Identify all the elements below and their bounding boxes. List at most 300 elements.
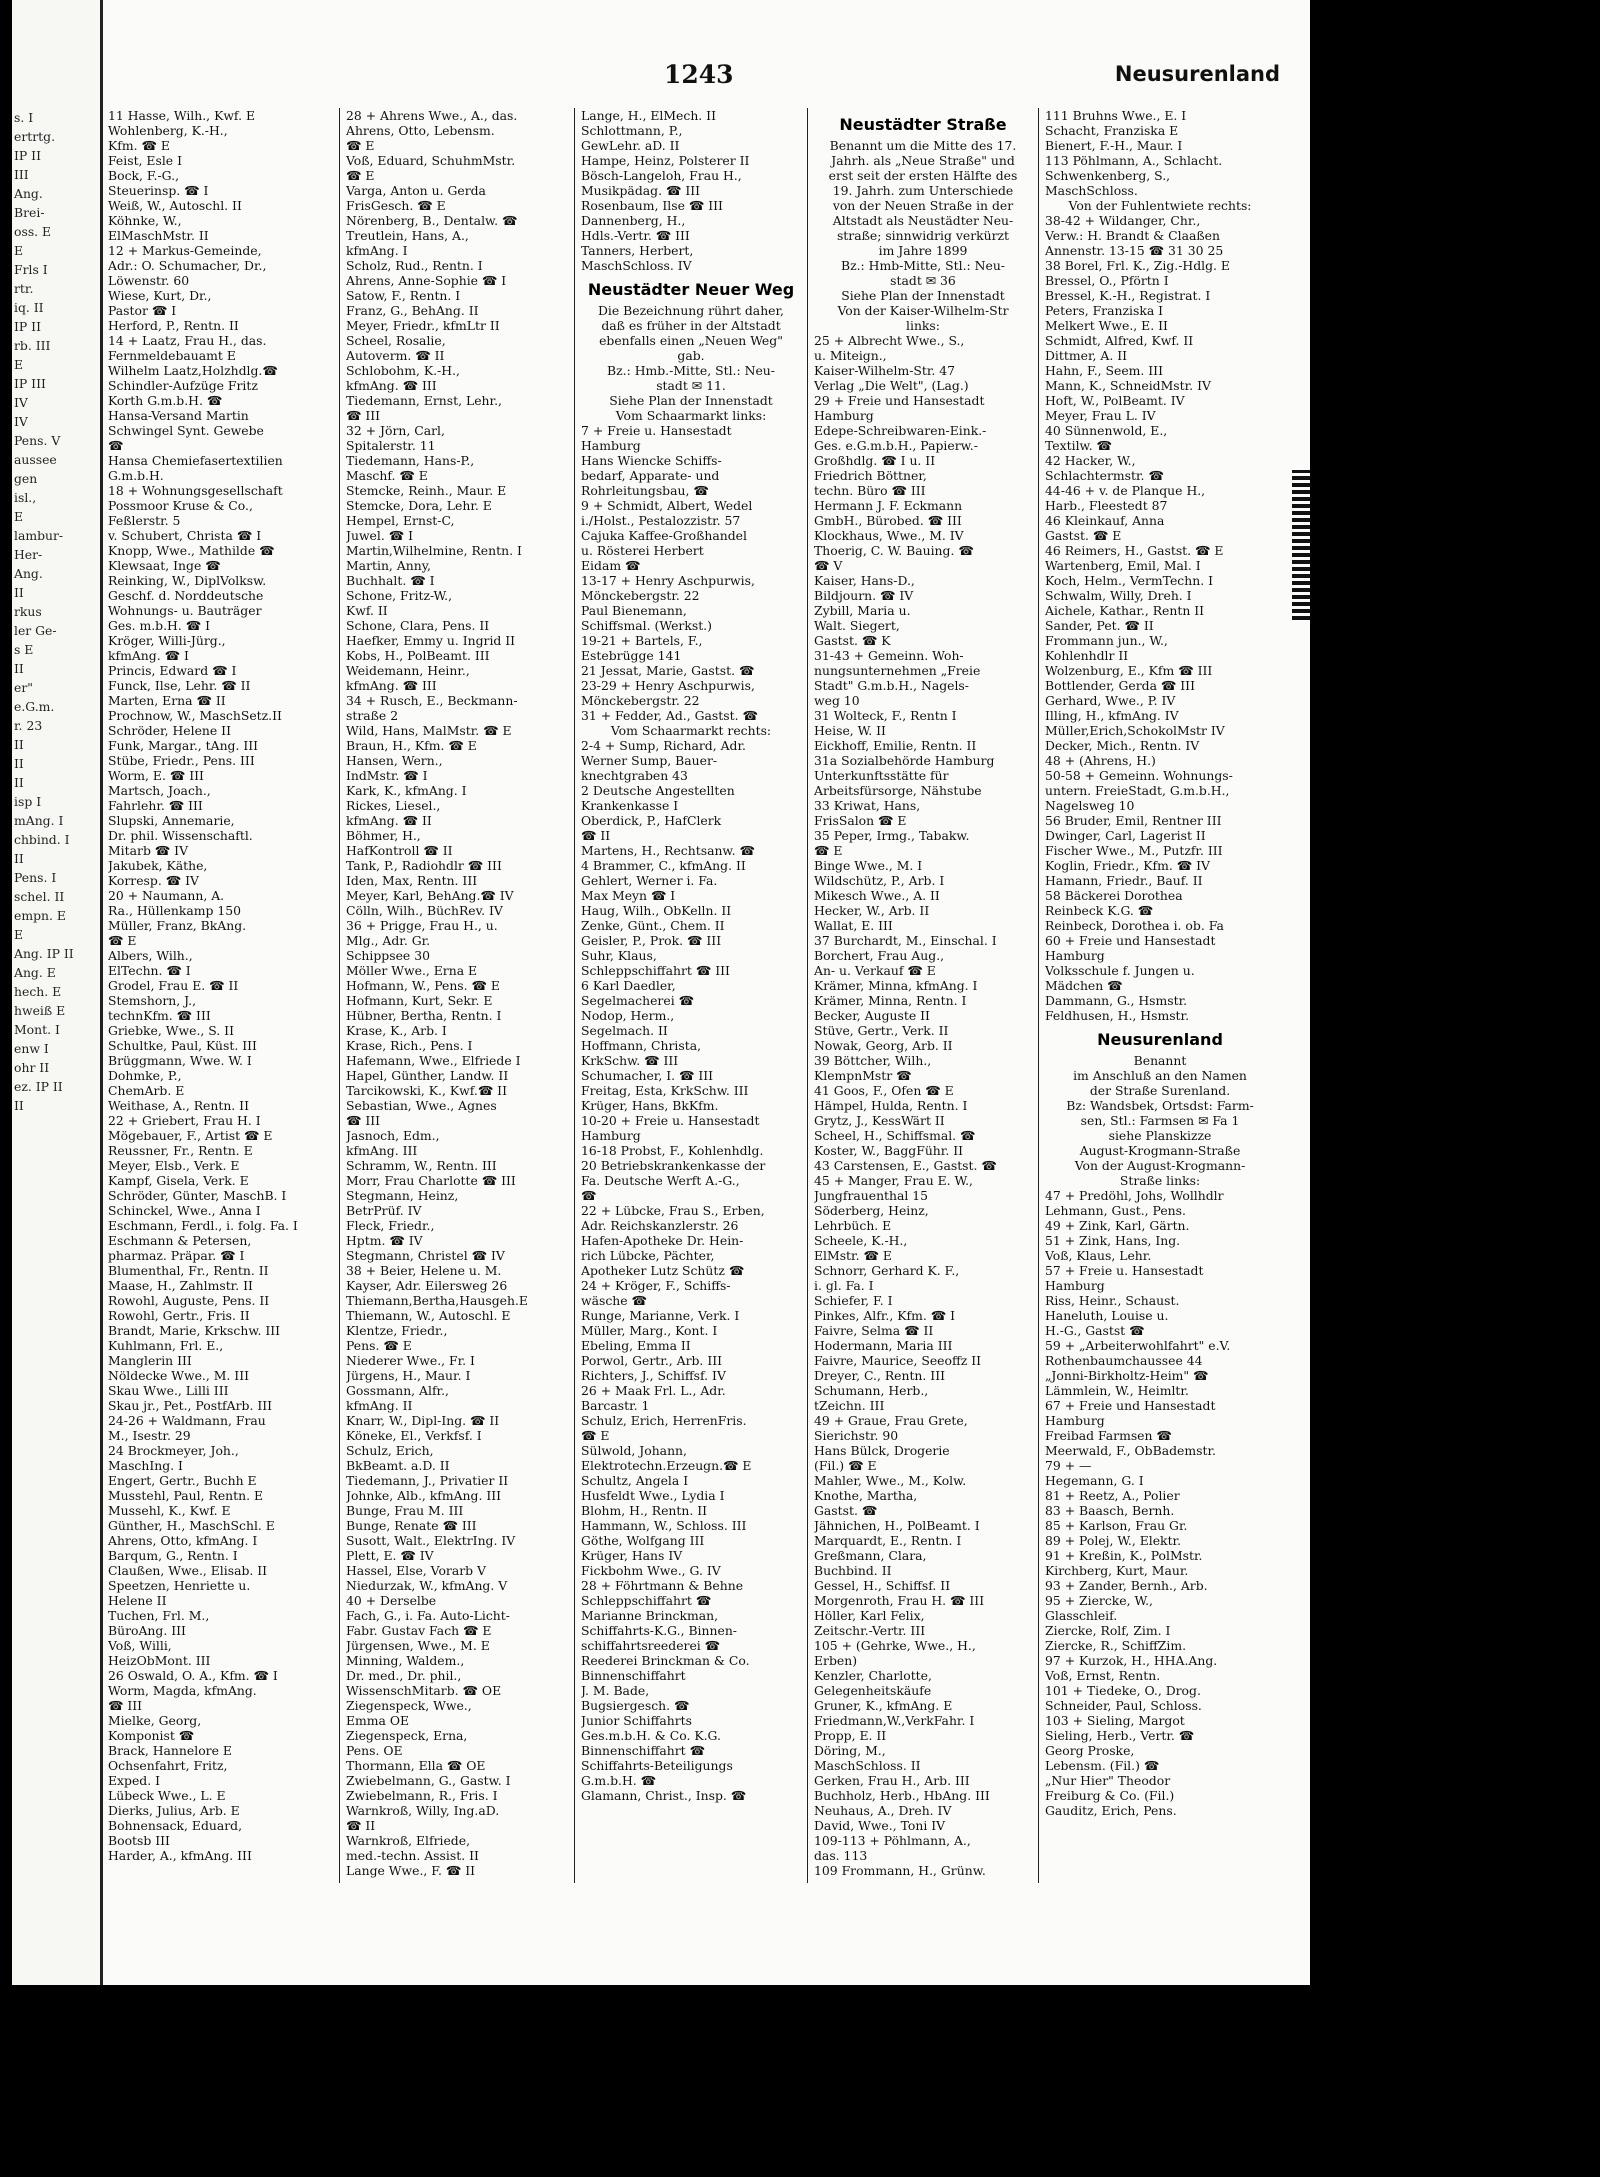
directory-entry: Müller, Marg., Kont. I: [581, 1323, 718, 1338]
directory-entry: Prochnow, W., MaschSetz.II: [108, 708, 282, 723]
directory-entry: Neuhaus, A., Dreh. IV: [814, 1803, 952, 1818]
directory-entry: 28 + Ahrens Wwe., A., das.: [346, 108, 518, 123]
directory-entry: Schlobohm, K.-H.,: [346, 363, 460, 378]
scan-border-right: [1310, 0, 1600, 2177]
directory-entry: 103 + Sieling, Margot: [1045, 1713, 1185, 1728]
directory-entry: Knothe, Martha,: [814, 1488, 918, 1503]
directory-entry: 2 Deutsche Angestellten: [581, 783, 735, 798]
directory-entry: Borchert, Frau Aug.,: [814, 948, 945, 963]
directory-entry: Sülwold, Johann,: [581, 1443, 687, 1458]
directory-entry: 91 + Kreßin, K., PolMstr.: [1045, 1548, 1203, 1563]
facing-page-line: Mont. I: [14, 1022, 60, 1037]
directory-entry: Meyer, Friedr., kfmLtr II: [346, 318, 500, 333]
directory-entry: J. M. Bade,: [581, 1683, 650, 1698]
directory-entry: Göthe, Wolfgang III: [581, 1533, 705, 1548]
directory-entry: 57 + Freie u. Hansestadt: [1045, 1263, 1204, 1278]
directory-entry: Kfm. ☎ E: [108, 138, 170, 153]
directory-entry: 38 + Beier, Helene u. M.: [346, 1263, 502, 1278]
directory-entry: Lehmann, Gust., Pens.: [1045, 1203, 1186, 1218]
directory-entry: Günther, H., MaschSchl. E: [108, 1518, 275, 1533]
directory-entry: ☎ E: [346, 138, 375, 153]
directory-entry: Kenzler, Charlotte,: [814, 1668, 932, 1683]
directory-entry: Großhdlg. ☎ I u. II: [814, 453, 936, 468]
directory-entry: Helene II: [108, 1593, 167, 1608]
directory-entry: Schiffahrts-Beteiligungs: [581, 1758, 733, 1773]
street-description: Altstadt als Neustädter Neu-: [832, 213, 1014, 228]
directory-entry: Junior Schiffahrts: [581, 1713, 693, 1728]
directory-entry: Martin, Anny,: [346, 558, 431, 573]
directory-entry: 105 + (Gehrke, Wwe., H.,: [814, 1638, 976, 1653]
directory-entry: Juwel. ☎ I: [346, 528, 413, 543]
street-description: der Straße Surenland.: [1089, 1083, 1231, 1098]
street-description: Siehe Plan der Innenstadt: [841, 288, 1005, 303]
directory-entry: Morgenroth, Frau H. ☎ III: [814, 1593, 985, 1608]
directory-entry: Höller, Karl Felix,: [814, 1608, 925, 1623]
directory-entry: Edepe-Schreibwaren-Eink.-: [814, 423, 987, 438]
directory-entry: Dittmer, A. II: [1045, 348, 1127, 363]
directory-entry: Meerwald, F., ObBademstr.: [1045, 1443, 1216, 1458]
directory-entry: Ziegenspeck, Wwe.,: [346, 1698, 472, 1713]
directory-entry: Buchbind. II: [814, 1563, 892, 1578]
directory-entry: 51 + Zink, Hans, Ing.: [1045, 1233, 1181, 1248]
directory-entry: Schwalm, Willy, Dreh. I: [1045, 588, 1192, 603]
directory-entry: Verlag „Die Welt", (Lag.): [814, 378, 969, 393]
directory-entry: pharmaz. Präpar. ☎ I: [108, 1248, 245, 1263]
directory-entry: Krüger, Hans, BkKfm.: [581, 1098, 719, 1113]
facing-page-line: IV: [14, 395, 28, 410]
directory-entry: Schwenkenberg, S.,: [1045, 168, 1171, 183]
directory-entry: Maschf. ☎ E: [346, 468, 428, 483]
directory-entry: Riss, Heinr., Schaust.: [1045, 1293, 1180, 1308]
directory-entry: 33 Kriwat, Hans,: [814, 798, 921, 813]
street-description: von der Neuen Straße in der: [832, 198, 1014, 213]
directory-entry: Rosenbaum, Ilse ☎ III: [581, 198, 723, 213]
directory-entry: Fernmeldebauamt E: [108, 348, 236, 363]
directory-entry: Weidemann, Heinr.,: [346, 663, 470, 678]
directory-entry: Richters, J., Schiffsf. IV: [581, 1368, 726, 1383]
directory-column-4: [810, 108, 1036, 1970]
directory-entry: Fahrlehr. ☎ III: [108, 798, 203, 813]
directory-entry: Kwf. II: [346, 603, 388, 618]
directory-entry: Wilhelm Laatz,Holzhdlg.☎: [108, 363, 278, 378]
directory-entry: Decker, Mich., Rentn. IV: [1045, 738, 1200, 753]
directory-entry: 45 + Manger, Frau E. W.,: [814, 1173, 973, 1188]
directory-entry: Dohmke, P.,: [108, 1068, 182, 1083]
directory-entry: Blumenthal, Fr., Rentn. II: [108, 1263, 269, 1278]
directory-entry: 26 Oswald, O. A., Kfm. ☎ I: [108, 1668, 278, 1683]
directory-entry: Dannenberg, H.,: [581, 213, 686, 228]
directory-entry: BetrPrüf. IV: [346, 1203, 422, 1218]
directory-entry: FrisSalon ☎ E: [814, 813, 907, 828]
directory-entry: 31a Sozialbehörde Hamburg: [814, 753, 995, 768]
directory-entry: Morr, Frau Charlotte ☎ III: [346, 1173, 516, 1188]
directory-entry: Klockhaus, Wwe., M. IV: [814, 528, 964, 543]
directory-entry: 50-58 + Gemeinn. Wohnungs-: [1045, 768, 1233, 783]
directory-entry: Walt. Siegert,: [814, 618, 900, 633]
directory-entry: Fach, G., i. Fa. Auto-Licht-: [346, 1608, 510, 1623]
directory-entry: rich Lübcke, Pächter,: [581, 1248, 715, 1263]
directory-entry: Heise, W. II: [814, 723, 886, 738]
column-divider: [339, 108, 340, 1883]
directory-entry: Schulz, Erich,: [346, 1443, 434, 1458]
directory-entry: 31-43 + Gemeinn. Woh-: [814, 648, 964, 663]
street-description: stadt ✉ 11.: [656, 378, 726, 393]
directory-entry: Stemcke, Dora, Lehr. E: [346, 498, 492, 513]
directory-entry: Buchhalt. ☎ I: [346, 573, 435, 588]
facing-page-line: rkus: [14, 604, 42, 619]
facing-page-line: iq. II: [14, 300, 44, 315]
facing-page-line: Ang.: [14, 186, 43, 201]
directory-entry: Bressel, K.-H., Registrat. I: [1045, 288, 1211, 303]
directory-entry: Döring, M.,: [814, 1743, 886, 1758]
directory-entry: Binnenschiffahrt: [581, 1668, 686, 1683]
directory-entry: Mikesch Wwe., A. II: [814, 888, 940, 903]
directory-entry: Freitag, Esta, KrkSchw. III: [581, 1083, 749, 1098]
facing-page-line: e.G.m.: [14, 699, 55, 714]
directory-entry: Ra., Hüllenkamp 150: [108, 903, 242, 918]
directory-entry: technKfm. ☎ III: [108, 1008, 211, 1023]
directory-entry: Rothenbaumchaussee 44: [1045, 1353, 1203, 1368]
street-description: Benannt: [1133, 1053, 1187, 1068]
directory-entry: Kaiser, Hans-D.,: [814, 573, 915, 588]
directory-entry: Gelegenheitskäufe: [814, 1683, 932, 1698]
facing-page-line: ler Ge-: [14, 623, 57, 638]
directory-entry: Cajuka Kaffee-Großhandel: [581, 528, 747, 543]
directory-entry: 22 + Griebert, Frau H. I: [108, 1113, 261, 1128]
directory-entry: 37 Burchardt, M., Einschal. I: [814, 933, 997, 948]
directory-entry: Scheel, H., Schiffsmal. ☎: [814, 1128, 976, 1143]
directory-entry: ☎: [108, 438, 124, 453]
directory-entry: Segelmacherei ☎: [581, 993, 695, 1008]
directory-entry: Feßlerstr. 5: [108, 513, 181, 528]
directory-entry: Satow, F., Rentn. I: [346, 288, 461, 303]
street-heading: Neusurenland: [1097, 1030, 1223, 1049]
directory-entry: Wildschütz, P., Arb. I: [814, 873, 945, 888]
directory-entry: 24 + Kröger, F., Schiffs-: [581, 1278, 731, 1293]
directory-entry: Possmoor Kruse & Co.,: [108, 498, 253, 513]
directory-entry: Knarr, W., Dipl-Ing. ☎ II: [346, 1413, 500, 1428]
directory-entry: ☎ E: [581, 1428, 610, 1443]
directory-entry: Kaiser-Wilhelm-Str. 47: [814, 363, 956, 378]
directory-entry: Barqum, G., Rentn. I: [108, 1548, 238, 1563]
facing-page-line: Frls I: [14, 262, 48, 277]
directory-entry: Warnkroß, Willy, Ing.aD.: [346, 1803, 500, 1818]
directory-entry: Ziegenspeck, Erna,: [346, 1728, 468, 1743]
directory-entry: u. Rösterei Herbert: [581, 543, 704, 558]
directory-entry: Schmidt, Alfred, Kwf. II: [1045, 333, 1194, 348]
directory-entry: Wartenberg, Emil, Mal. I: [1045, 558, 1201, 573]
directory-entry: „Jonni-Birkholtz-Heim" ☎: [1045, 1368, 1209, 1383]
directory-entry: Stegmann, Heinz,: [346, 1188, 459, 1203]
facing-page-line: ez. IP II: [14, 1079, 63, 1094]
directory-entry: Sander, Pet. ☎ II: [1045, 618, 1154, 633]
directory-entry: Bugsiergesch. ☎: [581, 1698, 690, 1713]
directory-entry: kfmAng. II: [346, 1398, 413, 1413]
scan-border-bottom: [0, 1985, 1600, 2177]
directory-entry: An- u. Verkauf ☎ E: [814, 963, 936, 978]
directory-entry: Kampf, Gisela, Verk. E: [108, 1173, 249, 1188]
directory-entry: 60 + Freie und Hansestadt: [1045, 933, 1216, 948]
directory-entry: H.-G., Gastst ☎: [1045, 1323, 1145, 1338]
directory-entry: Thormann, Ella ☎ OE: [346, 1758, 486, 1773]
directory-entry: Krase, Rich., Pens. I: [346, 1038, 473, 1053]
directory-entry: 79 + —: [1045, 1458, 1092, 1473]
street-description: erst seit der ersten Hälfte des: [828, 168, 1018, 183]
directory-entry: 44-46 + v. de Planque H.,: [1045, 483, 1206, 498]
directory-entry: Becker, Auguste II: [814, 1008, 930, 1023]
page-number: 1243: [664, 60, 734, 89]
directory-entry: Hammann, W., Schloss. III: [581, 1518, 747, 1533]
directory-entry: Harb., Fleestedt 87: [1045, 498, 1168, 513]
facing-page-line: empn. E: [14, 908, 66, 923]
directory-entry: 28 + Föhrtmann & Behne: [581, 1578, 744, 1593]
facing-page-line: ertrtg.: [14, 129, 56, 144]
facing-page-line: IP II: [14, 148, 41, 163]
directory-entry: Krämer, Minna, Rentn. I: [814, 993, 967, 1008]
facing-page-line: E: [14, 243, 24, 258]
directory-entry: 23-29 + Henry Aschpurwis,: [581, 678, 755, 693]
directory-entry: Pens. OE: [346, 1743, 403, 1758]
directory-entry: ChemArb. E: [108, 1083, 185, 1098]
facing-page-line: II: [14, 661, 24, 676]
directory-entry: Porwol, Gertr., Arb. III: [581, 1353, 722, 1368]
directory-entry: 39 Böttcher, Wilh.,: [814, 1053, 932, 1068]
directory-entry: Koster, W., BaggFühr. II: [814, 1143, 964, 1158]
facing-page-line: E: [14, 927, 24, 942]
directory-entry: Schramm, W., Rentn. III: [346, 1158, 497, 1173]
directory-entry: Schiffahrts-K.G., Binnen-: [581, 1623, 737, 1638]
directory-entry: Grodel, Frau E. ☎ II: [108, 978, 239, 993]
directory-entry: Fleck, Friedr.,: [346, 1218, 435, 1233]
directory-entry: Frommann jun., W.,: [1045, 633, 1168, 648]
directory-entry: Dreyer, C., Rentn. III: [814, 1368, 945, 1383]
directory-entry: Koglin, Friedr., Kfm. ☎ IV: [1045, 858, 1210, 873]
directory-entry: Mädchen ☎: [1045, 978, 1123, 993]
directory-entry: Scholz, Rud., Rentn. I: [346, 258, 483, 273]
directory-entry: Buchholz, Herb., HbAng. III: [814, 1788, 990, 1803]
directory-entry: Glasschleif.: [1045, 1608, 1118, 1623]
directory-entry: Schröder, Günter, MaschB. I: [108, 1188, 287, 1203]
directory-entry: Gessel, H., Schiffsf. II: [814, 1578, 951, 1593]
directory-entry: Geisler, P., Prok. ☎ III: [581, 933, 722, 948]
directory-entry: ☎ II: [581, 828, 611, 843]
directory-entry: Slupski, Annemarie,: [108, 813, 235, 828]
directory-entry: Pastor ☎ I: [108, 303, 177, 318]
directory-entry: Fischer Wwe., M., Putzfr. III: [1045, 843, 1223, 858]
directory-entry: Jähnichen, H., PolBeamt. I: [814, 1518, 980, 1533]
directory-entry: Warnkroß, Elfriede,: [346, 1833, 471, 1848]
directory-entry: 46 Reimers, H., Gastst. ☎ E: [1045, 543, 1224, 558]
directory-entry: Hamburg: [1045, 948, 1105, 963]
directory-entry: Ziercke, Rolf, Zim. I: [1045, 1623, 1171, 1638]
directory-entry: Bohnensack, Eduard,: [108, 1818, 243, 1833]
directory-entry: Jasnoch, Edm.,: [346, 1128, 440, 1143]
facing-page-line: IV: [14, 414, 28, 429]
directory-entry: Hafemann, Wwe., Elfriede I: [346, 1053, 521, 1068]
street-description: Von der Fuhlentwiete rechts:: [1068, 198, 1252, 213]
directory-entry: ☎ E: [346, 168, 375, 183]
directory-entry: Scheel, Rosalie,: [346, 333, 446, 348]
directory-column-2: [342, 108, 572, 1970]
directory-entry: Brack, Hannelore E: [108, 1743, 232, 1758]
directory-entry: Hafen-Apotheke Dr. Hein-: [581, 1233, 744, 1248]
directory-entry: Skau jr., Pet., PostfArb. III: [108, 1398, 273, 1413]
directory-entry: Bildjourn. ☎ IV: [814, 588, 914, 603]
street-heading: Neustädter Straße: [839, 115, 1007, 134]
facing-page-line: IP III: [14, 376, 46, 391]
directory-entry: Hamburg: [581, 438, 641, 453]
directory-entry: Korth G.m.b.H. ☎: [108, 393, 223, 408]
directory-entry: Niedurzak, W., kfmAng. V: [346, 1578, 508, 1593]
directory-entry: Rowohl, Auguste, Pens. II: [108, 1293, 270, 1308]
facing-page-line: Her-: [14, 547, 43, 562]
directory-entry: Köhnke, W.,: [108, 213, 182, 228]
directory-entry: Reederei Brinckman & Co.: [581, 1653, 750, 1668]
directory-entry: Möller Wwe., Erna E: [346, 963, 478, 978]
directory-entry: Krase, K., Arb. I: [346, 1023, 447, 1038]
directory-entry: HeizObMont. III: [108, 1653, 211, 1668]
facing-page-line: hweiß E: [14, 1003, 66, 1018]
directory-entry: Haefker, Emmy u. Ingrid II: [346, 633, 516, 648]
street-description: Die Bezeichnung rührt daher,: [597, 303, 785, 318]
directory-entry: Zwiebelmann, R., Fris. I: [346, 1788, 498, 1803]
directory-entry: kfmAng. ☎ III: [346, 678, 437, 693]
directory-entry: Skau Wwe., Lilli III: [108, 1383, 229, 1398]
directory-entry: Krämer, Minna, kfmAng. I: [814, 978, 978, 993]
directory-entry: Müller, Franz, BkAng.: [108, 918, 247, 933]
directory-entry: Stüve, Gertr., Verk. II: [814, 1023, 949, 1038]
directory-entry: kfmAng. ☎ I: [108, 648, 189, 663]
facing-page-line: ohr II: [14, 1060, 50, 1075]
directory-entry: Hptm. ☎ IV: [346, 1233, 423, 1248]
directory-entry: Ahrens, Otto, kfmAng. I: [108, 1533, 258, 1548]
directory-entry: 109-113 + Pöhlmann, A.,: [814, 1833, 971, 1848]
directory-entry: 12 + Markus-Gemeinde,: [108, 243, 262, 258]
directory-entry: Rowohl, Gertr., Fris. II: [108, 1308, 250, 1323]
directory-entry: Reinbeck, Dorothea i. ob. Fa: [1045, 918, 1224, 933]
street-description: links:: [906, 318, 940, 333]
directory-entry: Faivre, Selma ☎ II: [814, 1323, 934, 1338]
directory-entry: Hübner, Bertha, Rentn. I: [346, 1008, 502, 1023]
facing-page-line: enw I: [14, 1041, 49, 1056]
directory-entry: Tarcikowski, K., Kwf.☎ II: [346, 1083, 507, 1098]
directory-entry: Adr.: O. Schumacher, Dr.,: [108, 258, 267, 273]
directory-entry: Tank, P., Radiohdlr ☎ III: [346, 858, 502, 873]
directory-entry: 109 Frommann, H., Grünw.: [814, 1863, 986, 1878]
directory-entry: Marianne Brinckman,: [581, 1608, 719, 1623]
directory-entry: 49 + Zink, Karl, Gärtn.: [1045, 1218, 1190, 1233]
directory-entry: Schinckel, Wwe., Anna I: [108, 1203, 261, 1218]
directory-entry: Ebeling, Emma II: [581, 1338, 691, 1353]
directory-entry: Hansa Chemiefasertextilien: [108, 453, 283, 468]
directory-entry: Griebke, Wwe., S. II: [108, 1023, 234, 1038]
directory-entry: Schippsee 30: [346, 948, 430, 963]
directory-entry: Herford, P., Rentn. II: [108, 318, 239, 333]
directory-entry: Köneke, El., Verkfsf. I: [346, 1428, 482, 1443]
directory-entry: Freibad Farmsen ☎: [1045, 1428, 1172, 1443]
directory-entry: Schwingel Synt. Gewebe: [108, 423, 264, 438]
directory-entry: Tiedemann, J., Privatier II: [346, 1473, 509, 1488]
directory-entry: schiffahrtsreederei ☎: [581, 1638, 721, 1653]
directory-entry: Thoerig, C. W. Bauing. ☎: [814, 543, 974, 558]
directory-entry: Weithase, A., Rentn. II: [108, 1098, 249, 1113]
directory-entry: David, Wwe., Toni IV: [814, 1818, 946, 1833]
directory-entry: Schlachtermstr. ☎: [1045, 468, 1164, 483]
directory-entry: Tiedemann, Ernst, Lehr.,: [346, 393, 502, 408]
directory-entry: Elektrotechn.Erzeugn.☎ E: [581, 1458, 752, 1473]
directory-entry: 83 + Baasch, Bernh.: [1045, 1503, 1175, 1518]
directory-entry: Princis, Edward ☎ I: [108, 663, 237, 678]
directory-entry: Worm, Magda, kfmAng.: [108, 1683, 257, 1698]
directory-entry: Wolzenburg, E., Kfm ☎ III: [1045, 663, 1213, 678]
directory-entry: Dierks, Julius, Arb. E: [108, 1803, 240, 1818]
directory-entry: Schleppschiffahrt ☎ III: [581, 963, 730, 978]
directory-entry: Wiese, Kurt, Dr.,: [108, 288, 212, 303]
directory-entry: Klentze, Friedr.,: [346, 1323, 448, 1338]
directory-entry: Ochsenfahrt, Fritz,: [108, 1758, 228, 1773]
street-description: daß es früher in der Altstadt: [601, 318, 781, 333]
directory-entry: Autoverm. ☎ II: [346, 348, 445, 363]
directory-entry: Hansen, Wern.,: [346, 753, 443, 768]
directory-entry: 19-21 + Bartels, F.,: [581, 633, 703, 648]
directory-entry: Schone, Clara, Pens. II: [346, 618, 490, 633]
directory-entry: WissenschMitarb. ☎ OE: [346, 1683, 502, 1698]
directory-entry: Hassel, Else, Vorarb V: [346, 1563, 486, 1578]
facing-page-line: mAng. I: [14, 813, 64, 828]
directory-entry: Schröder, Helene II: [108, 723, 231, 738]
directory-entry: BkBeamt. a.D. II: [346, 1458, 450, 1473]
directory-entry: Gastst. ☎ E: [1045, 528, 1122, 543]
directory-entry: Voß, Willi,: [108, 1638, 172, 1653]
directory-entry: 42 Hacker, W.,: [1045, 453, 1136, 468]
directory-entry: Thiemann,Bertha,Hausgeh.E: [346, 1293, 528, 1308]
directory-entry: kfmAng. III: [346, 1143, 418, 1158]
directory-entry: Annenstr. 13-15 ☎ 31 30 25: [1045, 243, 1224, 258]
street-description: straße; sinnwidrig verkürzt: [836, 228, 1010, 243]
directory-entry: Krüger, Hans IV: [581, 1548, 683, 1563]
directory-entry: MaschSchloss.: [1045, 183, 1138, 198]
directory-entry: Martin,Wilhelmine, Rentn. I: [346, 543, 522, 558]
directory-entry: MaschIng. I: [108, 1458, 183, 1473]
directory-entry: Nowak, Georg, Arb. II: [814, 1038, 953, 1053]
facing-page-line: oss. E: [14, 224, 52, 239]
directory-entry: Exped. I: [108, 1773, 161, 1788]
directory-entry: Bunge, Renate ☎ III: [346, 1518, 477, 1533]
street-description: Von der Kaiser-Wilhelm-Str: [837, 303, 1009, 318]
directory-entry: kfmAng. ☎ III: [346, 378, 437, 393]
street-description: August-Krogmann-Straße: [1079, 1143, 1241, 1158]
directory-entry: Martens, H., Rechtsanw. ☎: [581, 843, 755, 858]
directory-entry: Gossmann, Alfr.,: [346, 1383, 449, 1398]
directory-entry: ☎ II: [346, 1818, 376, 1833]
directory-entry: Fabr. Gustav Fach ☎ E: [346, 1623, 492, 1638]
directory-entry: Hamburg: [1045, 1413, 1105, 1428]
directory-entry: 67 + Freie und Hansestadt: [1045, 1398, 1216, 1413]
directory-entry: Gauditz, Erich, Pens.: [1045, 1803, 1177, 1818]
directory-entry: Ges. m.b.H. ☎ I: [108, 618, 210, 633]
directory-entry: Sieling, Herb., Vertr. ☎: [1045, 1728, 1195, 1743]
directory-entry: Hans Wiencke Schiffs-: [581, 453, 722, 468]
directory-entry: ☎: [581, 1188, 597, 1203]
directory-entry: Bressel, O., Pförtn I: [1045, 273, 1169, 288]
directory-entry: Wallat, E. III: [814, 918, 893, 933]
directory-entry: Rickes, Liesel.,: [346, 798, 441, 813]
directory-entry: Ahrens, Otto, Lebensm.: [346, 123, 495, 138]
directory-entry: Oberdick, P., HafClerk: [581, 813, 722, 828]
directory-entry: Paul Bienemann,: [581, 603, 687, 618]
directory-entry: Eschmann, Ferdl., i. folg. Fa. I: [108, 1218, 298, 1233]
directory-entry: Kröger, Willi-Jürg.,: [108, 633, 226, 648]
